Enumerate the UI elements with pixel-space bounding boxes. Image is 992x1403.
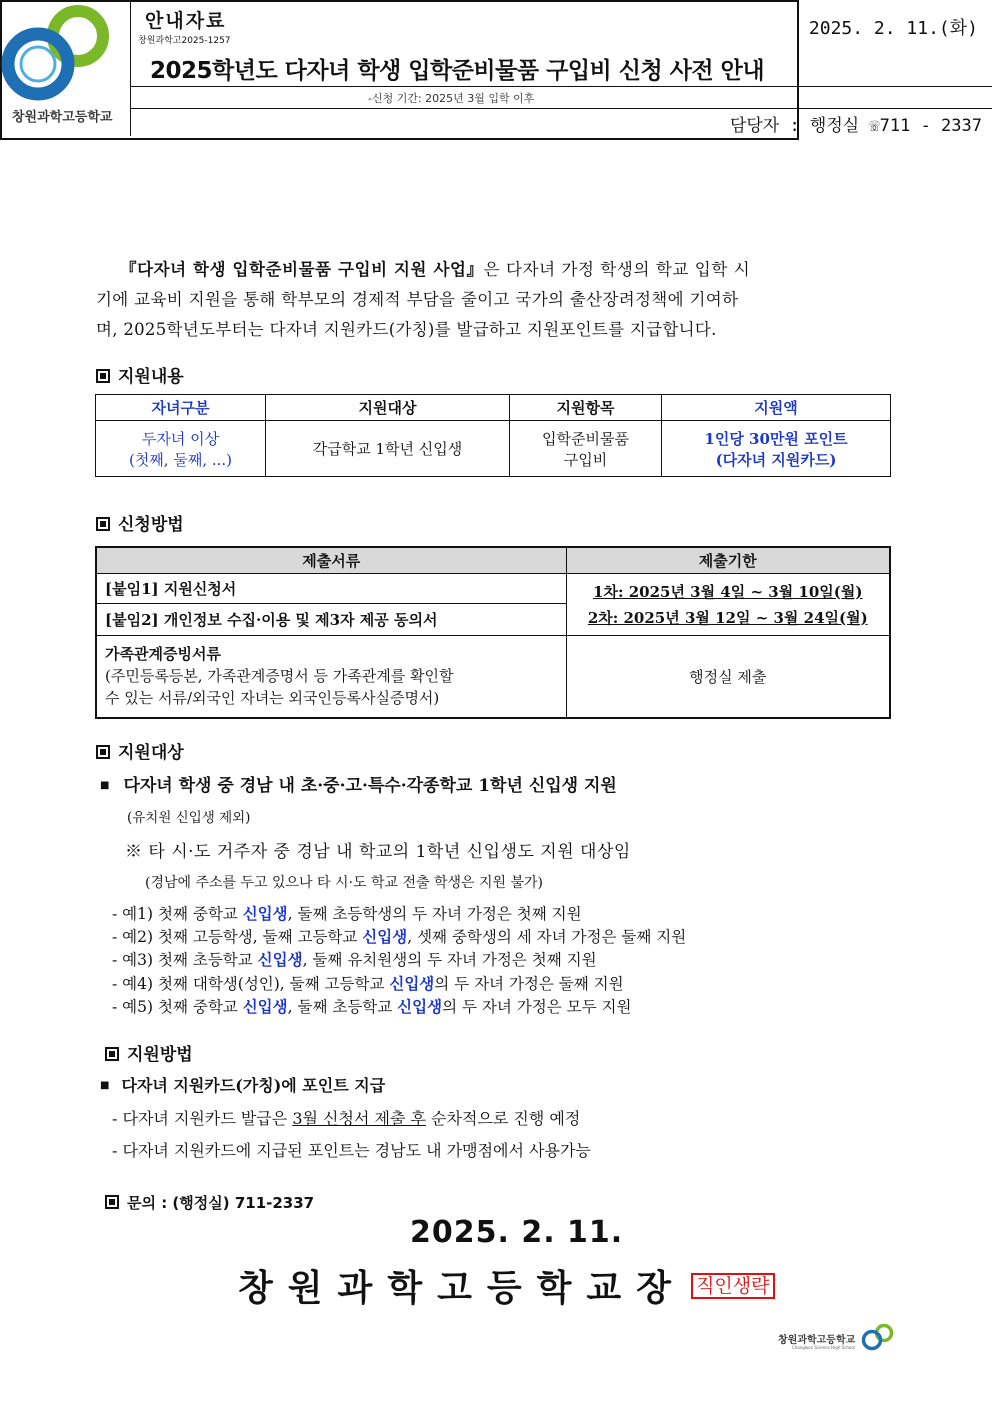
section-title-support-target: 지원대상 xyxy=(96,738,184,763)
table-cell: 가족관계증빙서류 (주민등록등본, 가족관계증명서 등 가족관계를 확인할 수 있는 서류/외국인 자녀는 외국인등록사실증명서) xyxy=(96,636,566,718)
method-line-1: - 다자녀 지원카드 발급은 3월 신청서 제출 후 순차적으로 진행 예정 xyxy=(112,1109,581,1128)
example-3: - 예3) 첫째 초등학교 신입생, 둘째 유치원생의 두 자녀 가정은 첫째 지원 xyxy=(112,950,597,969)
apply-method-table xyxy=(95,546,891,719)
seal-omitted-stamp: 직인생략 xyxy=(691,1273,774,1299)
header-box xyxy=(0,0,982,140)
example-1: - 예1) 첫째 중학교 신입생, 둘째 초등학생의 두 자녀 가정은 첫째 지원 xyxy=(112,904,582,923)
example-4: - 예4) 첫째 대학생(성인), 둘째 고등학교 신입생의 두 자녀 가정은 둘째 지원 xyxy=(112,974,624,993)
section-title-support-method: 지원방법 xyxy=(105,1040,193,1065)
table-header-row xyxy=(96,547,890,574)
section-title-support-content: 지원내용 xyxy=(96,362,184,387)
example-2: - 예2) 첫째 고등학생, 둘째 고등학교 신입생, 셋째 중학생의 세 자녀 가정은 둘째 지원 xyxy=(112,927,687,946)
deadline-round-1: 1차: 2025년 3월 4일 ~ 3월 10일(월) xyxy=(593,582,863,601)
table-header: 자녀구분 xyxy=(96,395,266,421)
square-bullet-icon xyxy=(96,745,110,759)
footer-signer-row xyxy=(238,1260,775,1311)
doc-type: 안내자료 xyxy=(145,10,227,32)
header-divider xyxy=(130,86,992,87)
bullet-icon: ■ xyxy=(100,1080,110,1091)
table-cell: 1인당 30만원 포인트 (다자녀 지원카드) xyxy=(662,421,891,477)
square-bullet-icon xyxy=(96,369,110,383)
doc-number: 창원과학고2025-1257 xyxy=(138,36,231,46)
table-cell: 두자녀 이상 (첫째, 둘째, ...) xyxy=(96,421,266,477)
footer-logo-text: 창원과학고등학교 xyxy=(778,1335,856,1346)
intro-line-2: 기에 교육비 지원을 통해 학부모의 경제적 부담을 줄이고 국가의 출산장려정책에 기여하 xyxy=(96,290,739,309)
table-cell: [붙임2] 개인정보 수집·이용 및 제3자 제공 동의서 xyxy=(96,604,566,636)
target-note-2: ※ 타 시·도 거주자 중 경남 내 학교의 1학년 신입생도 지원 대상임 xyxy=(125,842,631,862)
example-5: - 예5) 첫째 중학교 신입생, 둘째 초등학교 신입생의 두 자녀 가정은 모두 지원 xyxy=(112,997,632,1016)
intro-text: 은 다자녀 가정 학생의 학교 입학 시 xyxy=(483,260,751,279)
contact-person: 담당자 : 행정실 ☏711 - 2337 xyxy=(729,116,982,136)
method-main: ■ 다자녀 지원카드(가칭)에 포인트 지급 xyxy=(100,1076,386,1095)
table-cell: 행정실 제출 xyxy=(566,636,890,718)
table-header: 제출기한 xyxy=(566,547,890,574)
method-line-2: - 다자녀 지원카드에 지급된 포인트는 경남도 내 가맹점에서 사용가능 xyxy=(112,1141,591,1160)
inquiry-line: 문의 : (행정실) 711-2337 xyxy=(105,1192,314,1213)
table-cell: [붙임1] 지원신청서 xyxy=(96,574,566,604)
footer-date: 2025. 2. 11. xyxy=(410,1215,624,1250)
intro-program-name: 『다자녀 학생 입학준비물품 구입비 지원 사업』 xyxy=(120,260,484,279)
table-cell: 입학준비물품 구입비 xyxy=(510,421,662,477)
bullet-icon: ■ xyxy=(100,780,110,791)
square-bullet-icon xyxy=(96,517,110,531)
footer-logo xyxy=(776,1320,901,1360)
school-logo-icon xyxy=(860,1322,896,1352)
doc-date: 2025. 2. 11.(화) xyxy=(808,18,978,39)
apply-period: -신청 기간: 2025년 3월 입학 이후 xyxy=(368,92,535,105)
table-row xyxy=(96,636,890,718)
intro-line-1 xyxy=(120,256,750,280)
table-row xyxy=(96,421,891,477)
target-main: ■ 다자녀 학생 중 경남 내 초·중·고·특수·각종학교 1학년 신입생 지원 xyxy=(100,776,617,796)
header-divider xyxy=(130,108,992,109)
school-principal: 창원과학고등학교장 xyxy=(238,1268,686,1309)
support-content-table xyxy=(95,394,891,477)
target-note-1: (유치원 신입생 제외) xyxy=(127,810,251,826)
target-note-3: (경남에 주소를 두고 있으나 타 시·도 학교 전출 학생은 지원 불가) xyxy=(145,875,543,891)
intro-line-3: 며, 2025학년도부터는 다자녀 지원카드(가칭)를 발급하고 지원포인트를 지급합니다. xyxy=(96,320,717,339)
square-bullet-icon xyxy=(105,1047,119,1061)
table-header-row xyxy=(96,395,891,421)
table-row xyxy=(96,574,890,604)
square-bullet-icon xyxy=(105,1195,119,1209)
footer-logo-subtext: Changwon Science High School xyxy=(792,1345,855,1350)
table-cell: 각급학교 1학년 신입생 xyxy=(266,421,510,477)
logo-text: 창원과학고등학교 xyxy=(12,110,113,125)
table-header: 제출서류 xyxy=(96,547,566,574)
page-title: 2025학년도 다자녀 학생 입학준비물품 구입비 신청 사전 안내 xyxy=(150,58,765,84)
school-logo-cell xyxy=(0,0,131,136)
section-title-apply-method: 신청방법 xyxy=(96,510,184,535)
table-header: 지원대상 xyxy=(266,395,510,421)
table-header: 지원항목 xyxy=(510,395,662,421)
table-header: 지원액 xyxy=(662,395,891,421)
deadline-cell xyxy=(566,574,890,636)
deadline-round-2: 2차: 2025년 3월 12일 ~ 3월 24일(월) xyxy=(587,608,868,627)
